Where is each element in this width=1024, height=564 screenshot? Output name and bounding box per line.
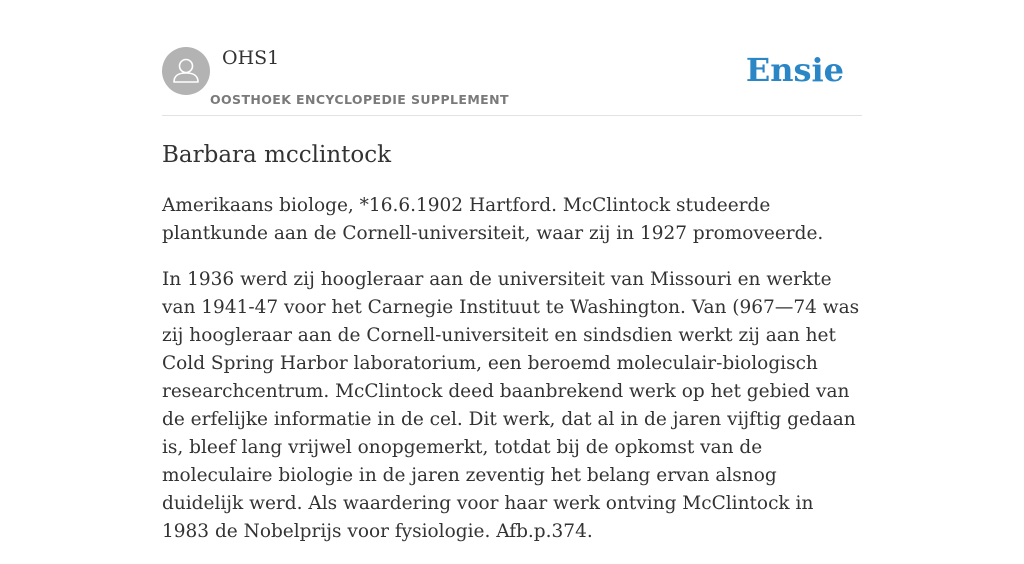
header-divider [162, 115, 862, 116]
author-name[interactable]: OHS1 [222, 47, 280, 69]
publication-name[interactable]: OOSTHOEK ENCYCLOPEDIE SUPPLEMENT [210, 92, 509, 107]
article-paragraph-2: In 1936 werd zij hoogleraar aan de universiteit van Missouri en werkte van 1941-47 voor het Carnegie Instituut te Washington. Van (967—74 was zij hoogleraar aan de Cornell-universiteit en sindsdien werkt zij aan het Cold Spring Harbor laboratorium, een beroemd moleculair-biologisch researchcentrum. McClintock deed baanbrekend werk op het gebied van de erfelijke informatie in de cel. Dit werk, dat al in de jaren vijftig gedaan is, bleef lang vrijwel onopgemerkt, totdat bij de opkomst van de moleculaire biologie in de jaren zeventig het belang ervan alsnog duidelijk werd. Als waardering voor haar werk ontving McClintock in 1983 de Nobelprijs voor fysiologie. Afb.p.374. [162, 269, 860, 542]
header [162, 46, 862, 116]
site-logo[interactable]: Ensie [745, 51, 844, 89]
avatar[interactable] [162, 47, 210, 95]
user-icon [162, 47, 210, 95]
article-body [162, 192, 862, 564]
article-paragraph-1: Amerikaans biologe, *16.6.1902 Hartford. McClintock studeerde plantkunde aan de Cornell-universiteit, waar zij in 1927 promoveerde. [162, 195, 824, 244]
page-title: Barbara mcclintock [162, 142, 392, 168]
